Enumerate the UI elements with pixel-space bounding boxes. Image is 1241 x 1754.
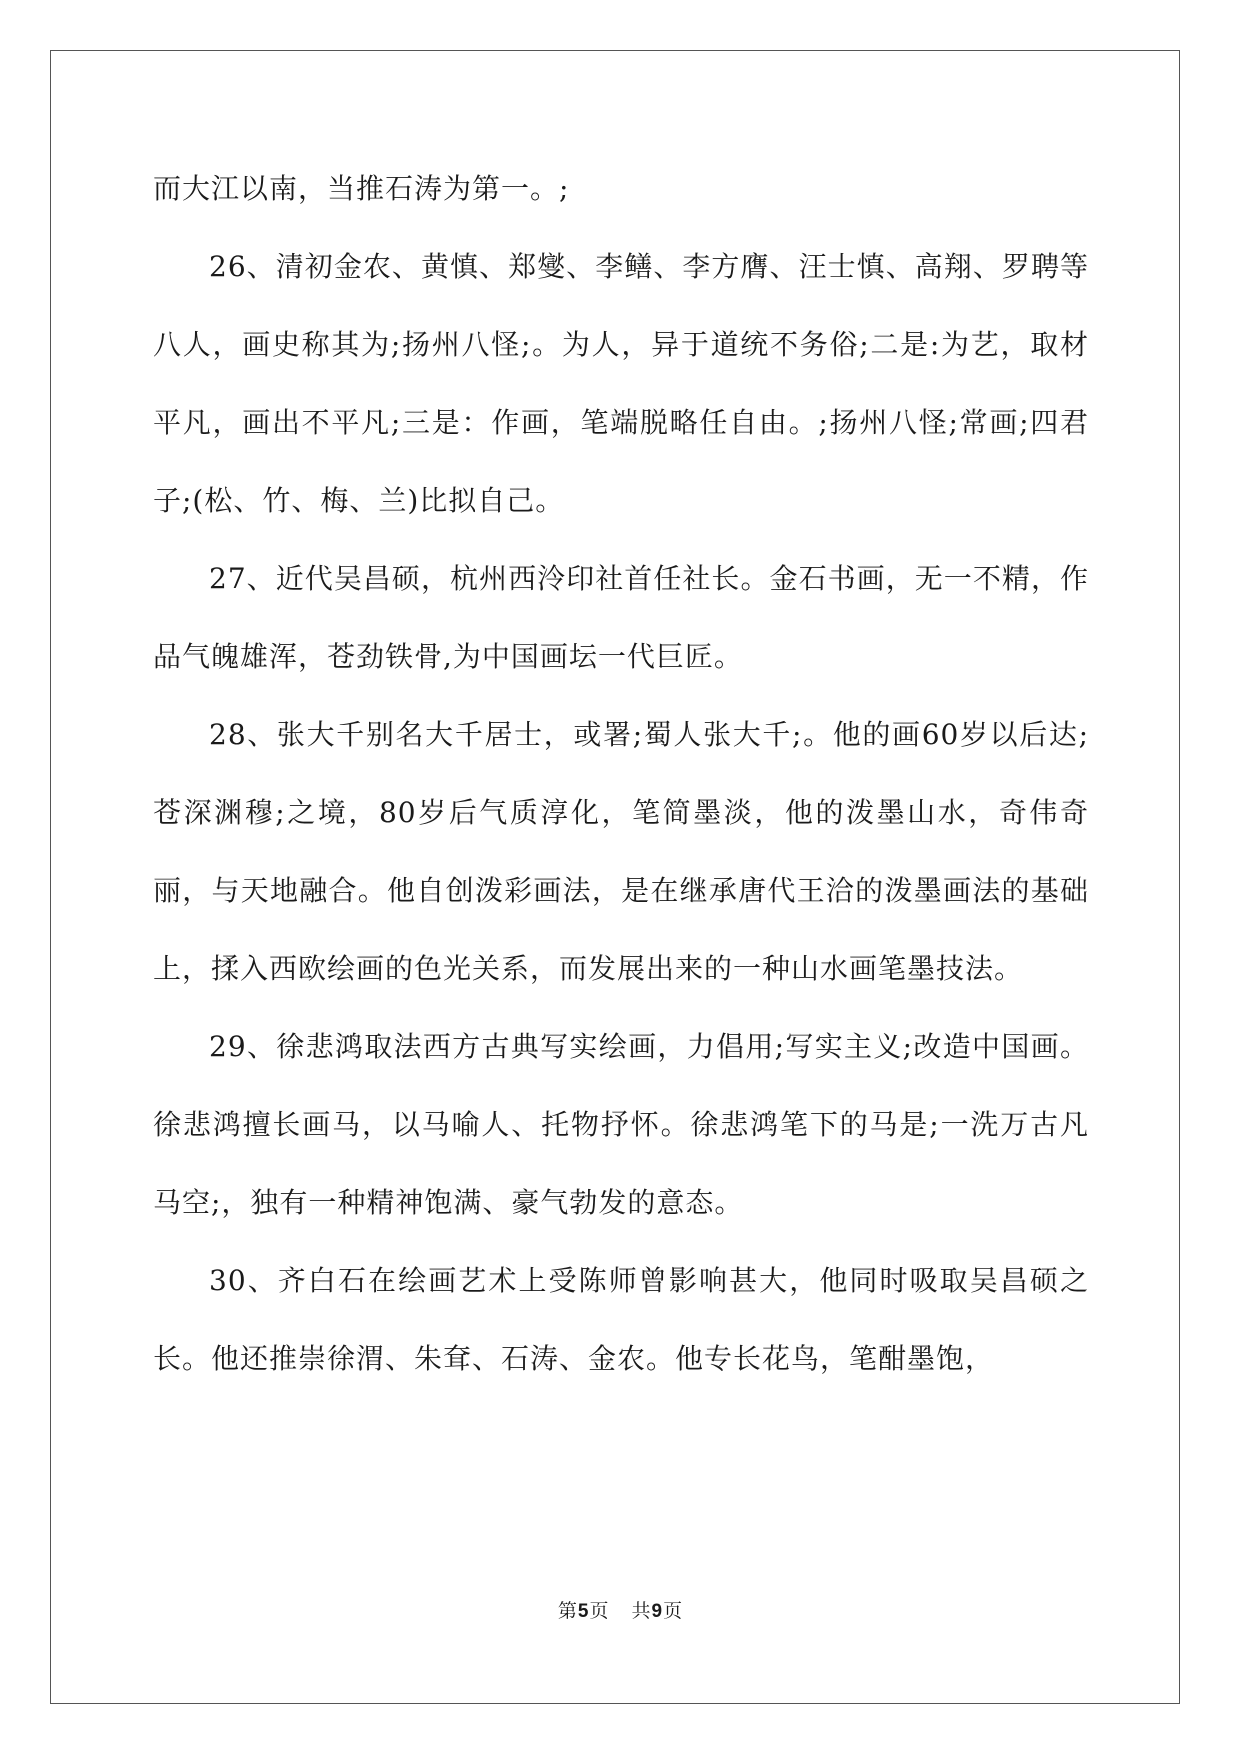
page-total: 9 bbox=[651, 1601, 664, 1622]
document-body bbox=[153, 155, 1089, 1398]
total-suffix: 页 bbox=[663, 1600, 684, 1622]
paragraph-30: 30、齐白石在绘画艺术上受陈师曾影响甚大，他同时吸取吴昌硕之长。他还推崇徐渭、朱耷、石涛、金农。他专长花鸟，笔酣墨饱， bbox=[153, 1264, 1089, 1375]
paragraph-26: 26、清初金农、黄慎、郑燮、李鳝、李方膺、汪士慎、高翔、罗聘等八人，画史称其为;扬州八怪;。为人，异于道统不务俗;二是:为艺，取材平凡，画出不平凡;三是：作画，笔端脱略任自由。;扬州八怪;常画;四君子;(松、竹、梅、兰)比拟自己。 bbox=[153, 250, 1089, 517]
total-prefix: 共 bbox=[631, 1600, 652, 1622]
paragraph-continuation: 而大江以南，当推石涛为第一。; bbox=[153, 172, 570, 205]
paragraph-29: 29、徐悲鸿取法西方古典写实绘画，力倡用;写实主义;改造中国画。徐悲鸿擅长画马，以马喻人、托物抒怀。徐悲鸿笔下的马是;一洗万古凡马空;，独有一种精神饱满、豪气勃发的意态。 bbox=[153, 1030, 1089, 1219]
page-footer bbox=[0, 1596, 1241, 1623]
page-current: 5 bbox=[577, 1601, 590, 1622]
page-prefix: 第 bbox=[557, 1600, 578, 1622]
paragraph-28: 28、张大千别名大千居士，或署;蜀人张大千;。他的画60岁以后达;苍深渊穆;之境，80岁后气质淳化，笔简墨淡，他的泼墨山水，奇伟奇丽，与天地融合。他自创泼彩画法，是在继承唐代王洽的泼墨画法的基础上，揉入西欧绘画的色光关系，而发展出来的一种山水画笔墨技法。 bbox=[153, 718, 1089, 985]
paragraph-27: 27、近代吴昌硕，杭州西泠印社首任社长。金石书画，无一不精，作品气魄雄浑，苍劲铁骨,为中国画坛一代巨匠。 bbox=[153, 562, 1089, 673]
page-suffix: 页 bbox=[589, 1600, 610, 1622]
